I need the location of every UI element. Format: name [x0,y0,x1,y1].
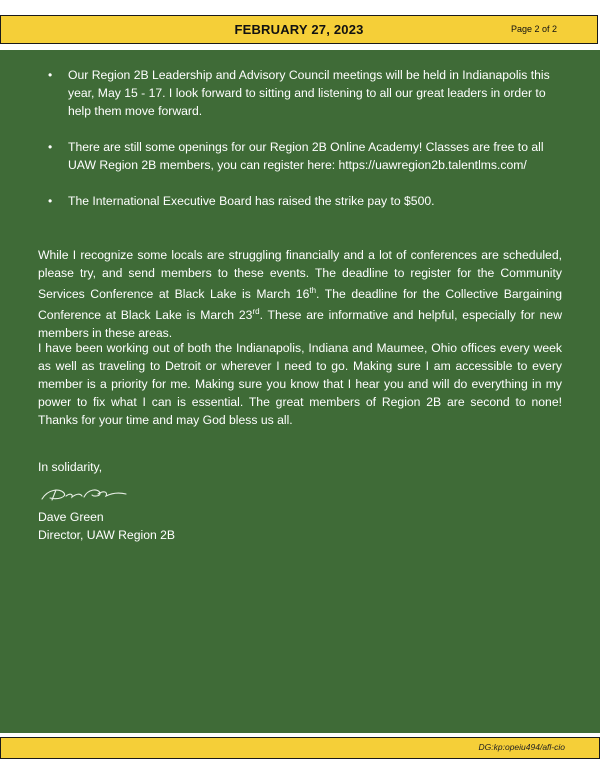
director-paragraph: I have been working out of both the Indianapolis, Indiana and Maumee, Ohio offices every week as well as traveling to Detroit or wherever I need to go. Making sure I am accessible to every member is a priority for me. Making sure you know that I hear you and will do everything in my power to fix what I can is essential. The great members of Region 2B are second to none! Thanks for your time and may God bless us all. [38,341,562,427]
ordinal-suffix: th [309,286,317,295]
signer-name: Dave Green [38,510,104,524]
signer-title: Director, UAW Region 2B [38,528,176,542]
conference-text-b: . The deadline for the Collective Bargaining Conference at Black Lake is March 23 [38,287,563,323]
announcement-item: • There are still some openings for our Region 2B Online Academy! Classes are free to all UAW Region 2B members, you can register here: https://uawregion2b.talentlms.com/ [48,138,568,174]
footer-banner [0,737,600,759]
announcement-item: • Our Region 2B Leadership and Advisory Council meetings will be held in Indianapolis this year, May 15 - 17. I look forward to sitting and listening to all our great leaders in order to help them move forward. [48,66,568,120]
header-banner [0,15,598,44]
conference-paragraph [38,246,562,342]
union-label: DG:kp:opeiu494/afl-cio [478,742,565,752]
handwritten-signature [38,484,130,504]
announcement-item: • The International Executive Board has raised the strike pay to $500. [48,192,568,210]
page-number: Page 2 of 2 [510,24,557,34]
closing-line: In solidarity, [38,460,103,474]
ordinal-suffix: rd [252,307,260,317]
newsletter-date: FEBRUARY 27, 2023 [234,22,364,37]
conference-text-a: While I recognize some locals are struggling financially and a lot of conferences are scheduled, please try, and send members to these events. The deadline to register for the Community Services Conference at Black Lake is March 16 [38,248,562,302]
conference-text-c: . These are informative and helpful, especially for new members in these areas. [38,308,562,341]
announcement-list [48,66,568,228]
letter-panel [0,50,600,733]
